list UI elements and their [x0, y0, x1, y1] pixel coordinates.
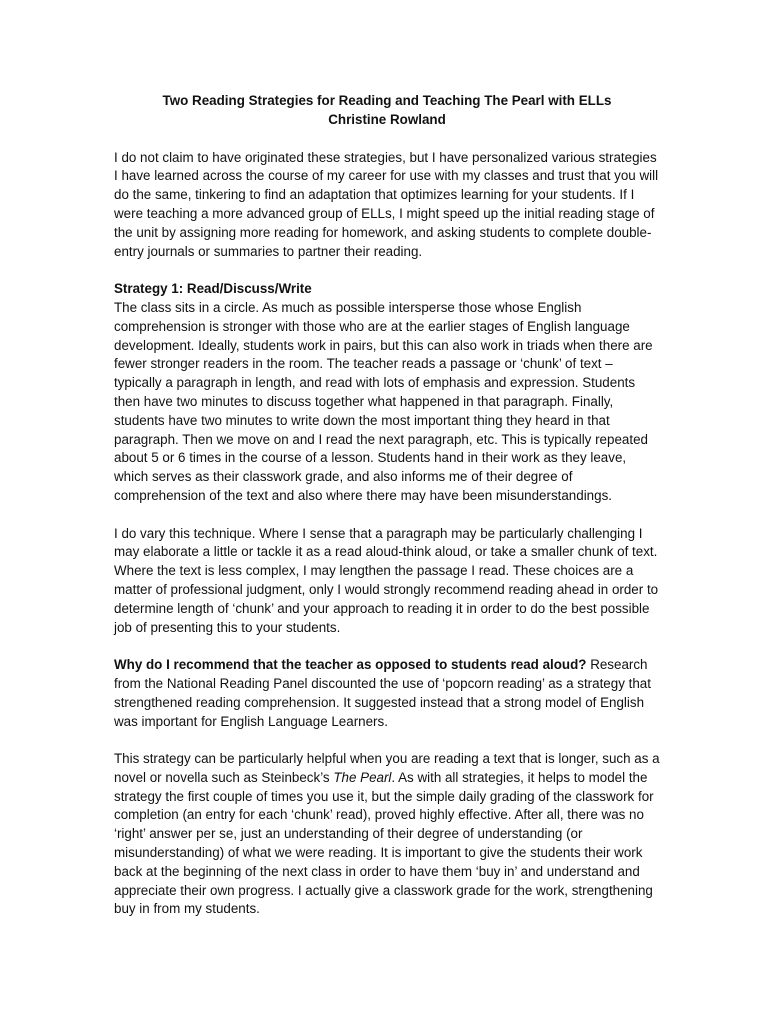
strategy-1-heading: Strategy 1: Read/Discuss/Write	[114, 281, 312, 297]
helpful-text-before: This strategy can be particularly helpful when you are reading a text that is longer, such as a novel or novella such as Steinbeck’s	[114, 751, 660, 785]
why-paragraph	[114, 656, 660, 731]
why-question: Why do I recommend that the teacher as opposed to students read aloud?	[114, 657, 587, 673]
document-title: Two Reading Strategies for Reading and Teaching The Pearl with ELLs	[162, 93, 612, 108]
helpful-text-after: . As with all strategies, it helps to model the strategy the first couple of times you use it, but the simple daily grading of the classwork for completion (an entry for each ‘chunk’ read), proved highly effective. After all, there was no ‘right’ answer per se, just an understanding of their degree of understanding (or misunderstanding) of what we were reading. It is important to give the students their work back at the beginning of the next class in order to have them ‘buy in’ and understand and appreciate their own progress. I actually give a classwork grade for the work, strengthening buy in from my students.	[114, 769, 654, 917]
vary-paragraph: I do vary this technique. Where I sense that a paragraph may be particularly challenging I may elaborate a little or tackle it as a read aloud-think aloud, or take a smaller chunk of text. Where the text is less complex, I may lengthen the passage I read. These choices are a matter of professional judgment, only I would strongly recommend reading ahead in order to determine length of ‘chunk’ and your approach to reading it in order to do the best possible job of presenting this to your students.	[114, 525, 659, 635]
helpful-paragraph	[114, 750, 660, 919]
intro-paragraph: I do not claim to have originated these strategies, but I have personalized various strategies I have learned across the course of my career for use with my classes and trust that you will do the same, tinkering to find an adaptation that optimizes learning for your students. If I were teaching a more advanced group of ELLs, I might speed up the initial reading stage of the unit by assigning more reading for homework, and asking students to complete double-entry journals or summaries to partner their reading.	[114, 149, 659, 259]
strategy-1-paragraph: The class sits in a circle. As much as possible intersperse those whose English comprehension is stronger with those who are at the earlier stages of English language development. Ideally, students work in pairs, but this can also work in triads when there are fewer stronger readers in the room. The teacher reads a passage or ‘chunk’ of text – typically a paragraph in length, and read with lots of emphasis and expression. Students then have two minutes to discuss together what happened in that paragraph. Finally, students have two minutes to write down the most important thing they heard in that paragraph. Then we move on and I read the next paragraph, etc. This is typically repeated about 5 or 6 times in the course of a lesson. Students hand in their work as they leave, which serves as their classwork grade, and also informs me of their degree of comprehension of the text and also where there may have been misunderstandings.	[114, 299, 653, 503]
why-answer: Research from the National Reading Panel discounted the use of ‘popcorn reading’ as a strategy that strengthened reading comprehension. It suggested instead that a strong model of English was important for English Language Learners.	[114, 657, 651, 729]
book-title: The Pearl	[333, 769, 392, 785]
title-block	[114, 92, 660, 130]
document-author: Christine Rowland	[328, 111, 446, 127]
document-page	[114, 92, 660, 938]
